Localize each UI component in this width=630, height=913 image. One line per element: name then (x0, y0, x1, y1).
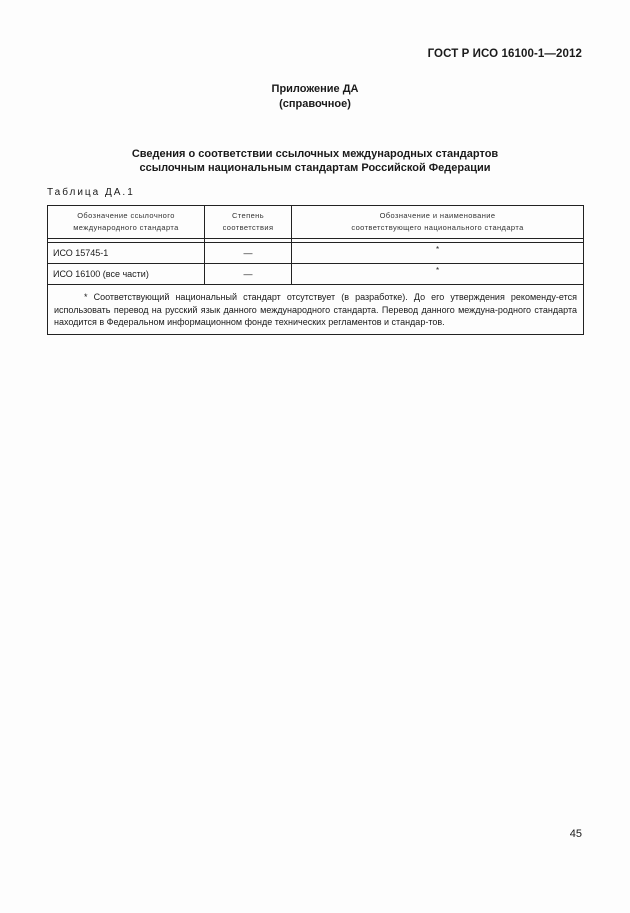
cell-national: * (292, 243, 584, 264)
table-note-row (48, 285, 584, 335)
cell-standard: ИСО 15745-1 (48, 243, 205, 264)
cell-degree: — (205, 264, 292, 285)
header-international-standard: Обозначение ссылочного международного стандарта (48, 206, 205, 239)
cell-degree: — (205, 243, 292, 264)
table-footnote: * Соответствующий национальный стандарт отсутствует (в разработке). До его утверждения рекоменду-ется использовать перевод на русский язык данного международного стандарта. Перевод данного междуна-родного стандарта находится в Федеральном информационном фонде технических регламентов и стандар-тов. (48, 285, 584, 335)
table-header-row (48, 206, 584, 239)
appendix-heading (0, 82, 630, 112)
page-number: 45 (569, 828, 582, 840)
section-title-line-1: Сведения о соответствии ссылочных международных стандартов (131, 148, 499, 160)
appendix-title: Приложение ДА (271, 83, 359, 95)
appendix-subtitle: (справочное) (279, 98, 351, 110)
table-row (48, 264, 584, 285)
section-title-line-2: ссылочным национальным стандартам Российской Федерации (139, 162, 491, 174)
cell-national: * (292, 264, 584, 285)
header-national-standard: Обозначение и наименование соответствующего национального стандарта (292, 206, 584, 239)
cell-standard: ИСО 16100 (все части) (48, 264, 205, 285)
header-degree-of-correspondence: Степень соответствия (205, 206, 292, 239)
correspondence-table (47, 205, 584, 335)
section-title (0, 147, 630, 175)
correspondence-table-container (47, 205, 583, 335)
table-row (48, 243, 584, 264)
table-caption: Таблица ДА.1 (47, 187, 135, 198)
document-code: ГОСТ Р ИСО 16100-1—2012 (427, 48, 582, 60)
